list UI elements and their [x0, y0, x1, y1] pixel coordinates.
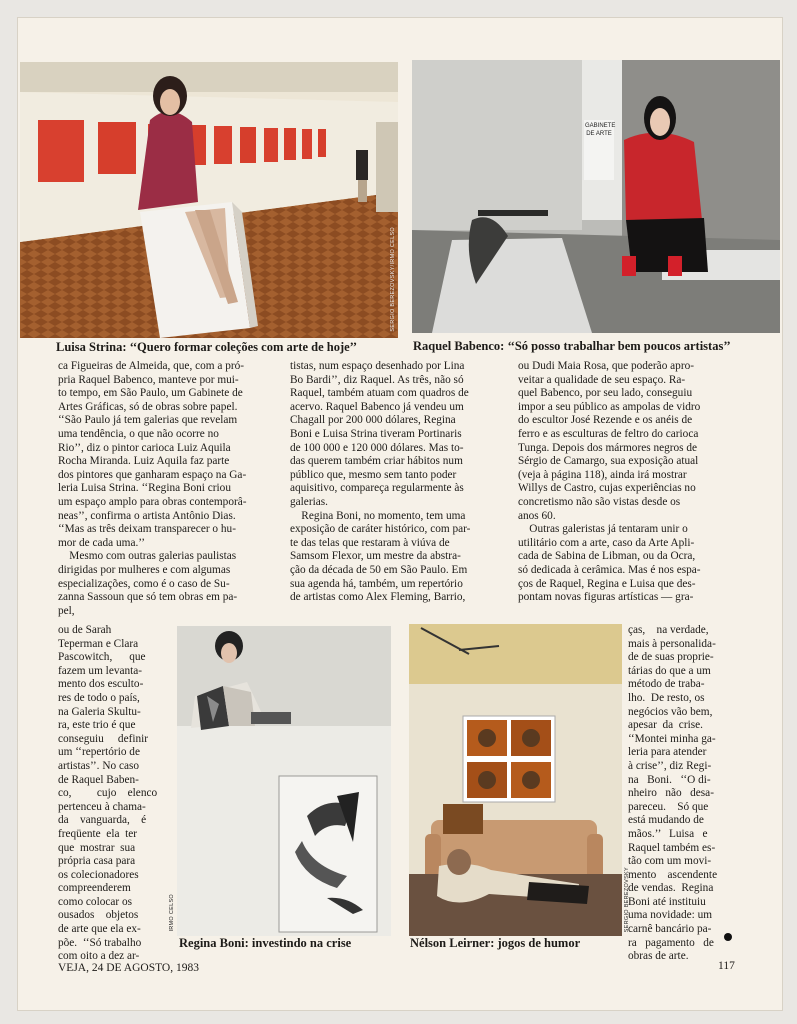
regina-illustration — [177, 626, 391, 936]
end-mark — [724, 933, 732, 941]
raquel-gallery-illustration — [412, 60, 780, 333]
photo-regina-boni — [169, 626, 391, 936]
photo-credit-nelson: SERGIO BEREZOVSKY — [624, 866, 630, 932]
photo-credit-luisa: SERGIO BEREZOVSKY/IRMO CELSO — [390, 227, 396, 332]
photo-credit-regina: IRMO CELSO — [169, 894, 175, 932]
article-column-3-narrow: ças, na verdade, mais à personalida- de de suas proprie- tárias do que a um método de traba- lho. De resto, os negócios vão bem, apesar da crise. ‘‘Montei minha ga- leria para atender à crise’’, diz Regi- na Boni. ‘‘O di- nheiro não desa- pareceu. Só que está mudando de mãos.’’ Luisa e Raquel também es- tão com um movi- mento ascendente de vendas. Regina Boni até instituiu uma novidade: um carnê bancário pa- ra pagamento de obras de arte. — [628, 624, 718, 963]
nelson-illustration — [409, 624, 622, 936]
article-column-1: ca Figueiras de Almeida, que, com a pró- pria Raquel Babenco, manteve por mui- to tempo, em São Paulo, um Gabinete de Artes Gráficas, só de obras sobre papel. ‘‘São Paulo já tem galerias que revelam uma tendência, o que não ocorre no Rio’’, diz o pintor carioca Luiz Aquila Rocha Miranda. Luiz Aquila faz parte dos pintores que ganharam espaço na Ga- leria Luisa Strina. ‘‘Regina Boni criou um espaço amplo para obras contemporâ- neas’’, confirma o artista Antônio Dias. ‘‘Mas as três deixam transparecer o hu- mor de cada uma.’’ Mesmo com outras galerias paulistas dirigidas por mulheres e com algumas especializações, como é o caso de Su- zanna Sassoun que só tem obras em pa- pel, — [58, 360, 247, 617]
photo-raquel-babenco — [412, 60, 780, 333]
page-number: 117 — [718, 960, 735, 972]
footer-issue: VEJA, 24 DE AGOSTO, 1983 — [58, 962, 199, 974]
caption-regina: Regina Boni: investindo na crise — [179, 936, 352, 950]
caption-raquel: Raquel Babenco: ‘‘Só posso trabalhar bem poucos artistas’’ — [413, 339, 731, 353]
article-column-1-narrow: ou de Sarah Teperman e Clara Pascowitch, que fazem um levanta- mento dos esculto- res de todo o país, na Galeria Skultu- ra, este trio é que conseguiu definir um ‘‘repertório de artistas’’. No caso de Raquel Baben- co, cujo elenco pertenceu à chama- da vanguarda, é freqüente ela ter que mostrar sua própria casa para os colecionadores compreenderem como colocar os ousados objetos de arte que ela ex- põe. ‘‘Só trabalho com oito a dez ar- — [58, 624, 158, 963]
photo-nelson-leirner — [409, 624, 630, 936]
gallery-sign: GABINETE DE ARTE — [585, 123, 616, 137]
photo-luisa-strina — [20, 62, 398, 338]
article-column-2: tistas, num espaço desenhado por Lina Bo Bardi’’, diz Raquel. As três, não só Raquel, também atuam com quadros de acervo. Raquel Babenco já vendeu um Chagall por 200 000 dólares, Regina Boni e Luisa Strina tiveram Portinaris de 100 000 e 120 000 dólares. Mas to- das querem também criar hábitos num público que, mesmo sem tanto poder aquisitivo, compareça regularmente às galerias. Regina Boni, no momento, tem uma exposição de caráter histórico, com par- te das telas que restaram à viúva de Samsom Flexor, um mestre da abstra- ção da década de 50 em São Paulo. Em sua agenda há, também, um repertório de artistas como Alex Fleming, Barrio, — [290, 360, 471, 604]
luisa-gallery-illustration — [20, 62, 398, 338]
caption-nelson: Nélson Leirner: jogos de humor — [410, 936, 581, 950]
article-column-3: ou Dudi Maia Rosa, que poderão apro- veitar a qualidade de seu espaço. Ra- quel Babenco, por seu lado, conseguiu impor a seu público as ampolas de vidro do escultor José Rezende e os anéis de ferro e as esculturas de feltro do carioca Tunga. Depois dos mármores negros de Sérgio de Camargo, sua exposição atual (veja à página 118), ainda irá mostrar Willys de Castro, cujas experiências no concretismo não são vistas desde os anos 60. Outras galeristas já tentaram unir o utilitário com a arte, caso da Arte Apli- cada de Sabina de Libman, ou da Ocra, só dedicada à cerâmica. Mas é nos espa- ços de Raquel, Regina e Luisa que des- pontam novas figuras artísticas — gra- — [518, 360, 701, 604]
magazine-page — [18, 18, 782, 1010]
caption-luisa: Luisa Strina: ‘‘Quero formar coleções com arte de hoje’’ — [56, 340, 358, 354]
